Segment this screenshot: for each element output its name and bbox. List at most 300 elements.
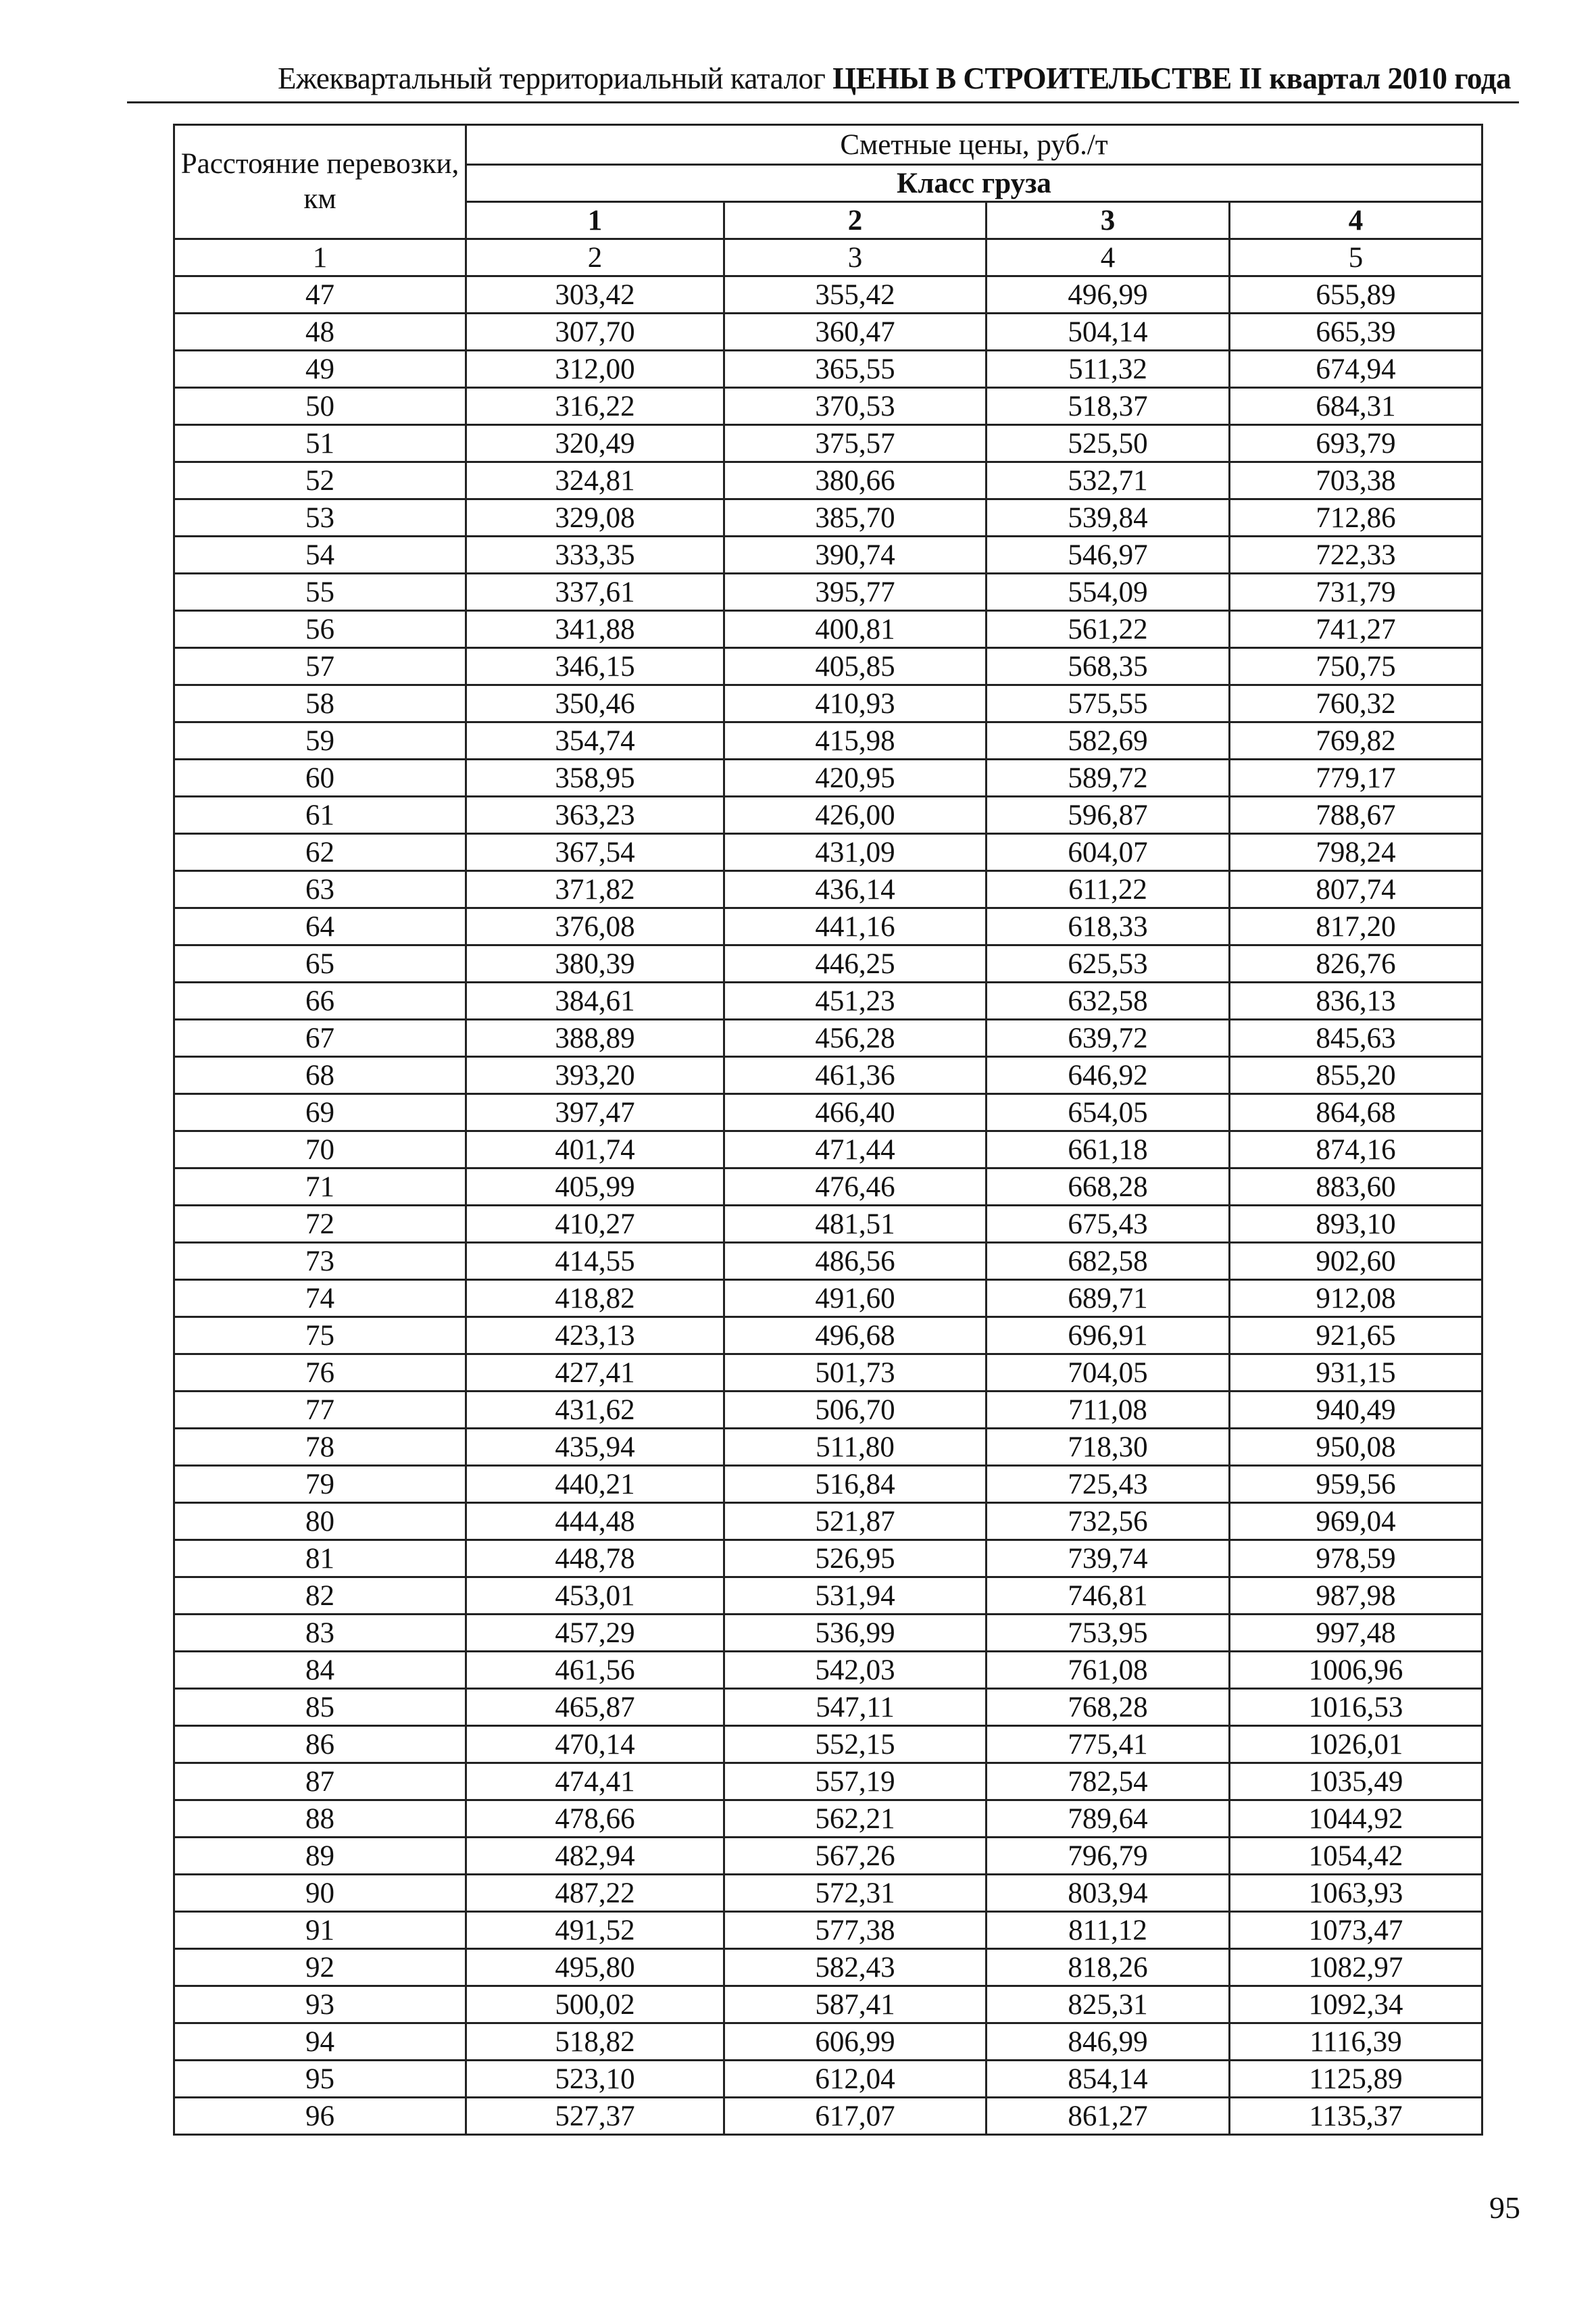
price-cell: 577,38: [724, 1912, 987, 1949]
price-cell: 465,87: [466, 1689, 724, 1726]
price-cell: 346,15: [466, 648, 724, 685]
price-cell: 491,52: [466, 1912, 724, 1949]
price-cell: 874,16: [1230, 1131, 1482, 1168]
distance-cell: 90: [174, 1875, 466, 1912]
price-cell: 506,70: [724, 1392, 987, 1429]
table-row: [174, 2061, 1482, 2098]
col-number: 4: [987, 239, 1230, 276]
price-cell: 760,32: [1230, 685, 1482, 722]
price-cell: 358,95: [466, 760, 724, 797]
price-cell: 1016,53: [1230, 1689, 1482, 1726]
price-cell: 718,30: [987, 1429, 1230, 1466]
price-cell: 370,53: [724, 388, 987, 425]
table-row: [174, 1466, 1482, 1503]
price-cell: 739,74: [987, 1540, 1230, 1577]
table-row: [174, 1838, 1482, 1875]
price-cell: 312,00: [466, 351, 724, 388]
table-row: [174, 1057, 1482, 1094]
price-cell: 476,46: [724, 1168, 987, 1206]
price-cell: 769,82: [1230, 722, 1482, 760]
distance-cell: 57: [174, 648, 466, 685]
price-cell: 504,14: [987, 314, 1230, 351]
price-cell: 456,28: [724, 1020, 987, 1057]
distance-cell: 89: [174, 1838, 466, 1875]
price-cell: 732,56: [987, 1503, 1230, 1540]
price-cell: 516,84: [724, 1466, 987, 1503]
price-cell: 453,01: [466, 1577, 724, 1615]
price-cell: 675,43: [987, 1206, 1230, 1243]
distance-cell: 94: [174, 2023, 466, 2061]
distance-cell: 73: [174, 1243, 466, 1280]
col-number: 2: [466, 239, 724, 276]
distance-cell: 64: [174, 908, 466, 945]
distance-cell: 62: [174, 834, 466, 871]
price-cell: 487,22: [466, 1875, 724, 1912]
price-cell: 818,26: [987, 1949, 1230, 1986]
price-cell: 355,42: [724, 276, 987, 314]
table-head: [174, 125, 1482, 276]
table-row: [174, 1726, 1482, 1763]
distance-cell: 91: [174, 1912, 466, 1949]
price-cell: 1006,96: [1230, 1652, 1482, 1689]
table-row: [174, 945, 1482, 983]
table-row: [174, 1168, 1482, 1206]
price-cell: 405,99: [466, 1168, 724, 1206]
price-cell: 836,13: [1230, 983, 1482, 1020]
price-cell: 539,84: [987, 499, 1230, 537]
distance-cell: 92: [174, 1949, 466, 1986]
table-row: [174, 1912, 1482, 1949]
price-cell: 789,64: [987, 1800, 1230, 1838]
price-cell: 491,60: [724, 1280, 987, 1317]
table-row: [174, 1652, 1482, 1689]
table-row: [174, 1243, 1482, 1280]
price-cell: 646,92: [987, 1057, 1230, 1094]
price-cell: 1026,01: [1230, 1726, 1482, 1763]
price-cell: 978,59: [1230, 1540, 1482, 1577]
price-cell: 393,20: [466, 1057, 724, 1094]
price-cell: 661,18: [987, 1131, 1230, 1168]
distance-cell: 75: [174, 1317, 466, 1354]
price-cell: 682,58: [987, 1243, 1230, 1280]
table-row: [174, 2023, 1482, 2061]
distance-cell: 55: [174, 574, 466, 611]
price-cell: 546,97: [987, 537, 1230, 574]
price-cell: 931,15: [1230, 1354, 1482, 1392]
price-cell: 572,31: [724, 1875, 987, 1912]
price-cell: 329,08: [466, 499, 724, 537]
distance-cell: 60: [174, 760, 466, 797]
price-cell: 448,78: [466, 1540, 724, 1577]
price-cell: 987,98: [1230, 1577, 1482, 1615]
price-cell: 753,95: [987, 1615, 1230, 1652]
price-cell: 562,21: [724, 1800, 987, 1838]
distance-cell: 48: [174, 314, 466, 351]
price-cell: 969,04: [1230, 1503, 1482, 1540]
table-row: [174, 1986, 1482, 2023]
table-row: [174, 1577, 1482, 1615]
price-cell: 725,43: [987, 1466, 1230, 1503]
price-cell: 912,08: [1230, 1280, 1482, 1317]
price-cell: 451,23: [724, 983, 987, 1020]
table-row: [174, 499, 1482, 537]
price-cell: 567,26: [724, 1838, 987, 1875]
price-cell: 527,37: [466, 2098, 724, 2135]
price-cell: 526,95: [724, 1540, 987, 1577]
price-cell: 826,76: [1230, 945, 1482, 983]
table-row: [174, 834, 1482, 871]
price-cell: 470,14: [466, 1726, 724, 1763]
price-cell: 320,49: [466, 425, 724, 462]
table-row: [174, 648, 1482, 685]
price-cell: 333,35: [466, 537, 724, 574]
distance-cell: 67: [174, 1020, 466, 1057]
price-cell: 431,62: [466, 1392, 724, 1429]
distance-cell: 70: [174, 1131, 466, 1168]
price-cell: 354,74: [466, 722, 724, 760]
price-cell: 410,93: [724, 685, 987, 722]
price-cell: 611,22: [987, 871, 1230, 908]
price-cell: 696,91: [987, 1317, 1230, 1354]
price-cell: 1082,97: [1230, 1949, 1482, 1986]
price-cell: 395,77: [724, 574, 987, 611]
price-cell: 1073,47: [1230, 1912, 1482, 1949]
table-row: [174, 537, 1482, 574]
price-cell: 746,81: [987, 1577, 1230, 1615]
price-cell: 775,41: [987, 1726, 1230, 1763]
price-cell: 478,66: [466, 1800, 724, 1838]
price-cell: 1063,93: [1230, 1875, 1482, 1912]
price-cell: 782,54: [987, 1763, 1230, 1800]
price-cell: 547,11: [724, 1689, 987, 1726]
price-cell: 482,94: [466, 1838, 724, 1875]
price-cell: 552,15: [724, 1726, 987, 1763]
table-row: [174, 388, 1482, 425]
price-cell: 367,54: [466, 834, 724, 871]
price-cell: 655,89: [1230, 276, 1482, 314]
table-row: [174, 1615, 1482, 1652]
price-cell: 606,99: [724, 2023, 987, 2061]
table-row: [174, 908, 1482, 945]
distance-cell: 61: [174, 797, 466, 834]
price-cell: 420,95: [724, 760, 987, 797]
table-row: [174, 685, 1482, 722]
price-cell: 798,24: [1230, 834, 1482, 871]
price-cell: 1054,42: [1230, 1838, 1482, 1875]
distance-cell: 77: [174, 1392, 466, 1429]
distance-cell: 56: [174, 611, 466, 648]
price-cell: 750,75: [1230, 648, 1482, 685]
price-cell: 385,70: [724, 499, 987, 537]
distance-cell: 82: [174, 1577, 466, 1615]
price-cell: 575,55: [987, 685, 1230, 722]
price-cell: 1044,92: [1230, 1800, 1482, 1838]
table-row: [174, 1800, 1482, 1838]
price-cell: 536,99: [724, 1615, 987, 1652]
price-cell: 625,53: [987, 945, 1230, 983]
price-cell: 617,07: [724, 2098, 987, 2135]
table-row: [174, 871, 1482, 908]
price-cell: 893,10: [1230, 1206, 1482, 1243]
price-cell: 511,32: [987, 351, 1230, 388]
distance-cell: 83: [174, 1615, 466, 1652]
price-cell: 427,41: [466, 1354, 724, 1392]
price-cell: 1125,89: [1230, 2061, 1482, 2098]
price-cell: 582,43: [724, 1949, 987, 1986]
price-cell: 418,82: [466, 1280, 724, 1317]
price-cell: 521,87: [724, 1503, 987, 1540]
price-cell: 518,37: [987, 388, 1230, 425]
price-cell: 997,48: [1230, 1615, 1482, 1652]
distance-cell: 81: [174, 1540, 466, 1577]
distance-cell: 84: [174, 1652, 466, 1689]
table-row: [174, 1131, 1482, 1168]
price-cell: 811,12: [987, 1912, 1230, 1949]
table-row: [174, 462, 1482, 499]
price-cell: 761,08: [987, 1652, 1230, 1689]
price-cell: 1135,37: [1230, 2098, 1482, 2135]
table-row: [174, 611, 1482, 648]
distance-cell: 78: [174, 1429, 466, 1466]
price-cell: 431,09: [724, 834, 987, 871]
price-cell: 817,20: [1230, 908, 1482, 945]
price-cell: 461,56: [466, 1652, 724, 1689]
distance-cell: 71: [174, 1168, 466, 1206]
table-row: [174, 1763, 1482, 1800]
distance-cell: 63: [174, 871, 466, 908]
table-row: [174, 722, 1482, 760]
table-row: [174, 1540, 1482, 1577]
price-cell: 568,35: [987, 648, 1230, 685]
table-row: [174, 276, 1482, 314]
price-cell: 388,89: [466, 1020, 724, 1057]
table-row: [174, 314, 1482, 351]
table-row: [174, 1392, 1482, 1429]
price-cell: 861,27: [987, 2098, 1230, 2135]
distance-cell: 88: [174, 1800, 466, 1838]
price-cell: 350,46: [466, 685, 724, 722]
col-distance-header: Расстояние перевозки, км: [174, 125, 466, 239]
price-cell: 401,74: [466, 1131, 724, 1168]
price-cell: 604,07: [987, 834, 1230, 871]
distance-cell: 69: [174, 1094, 466, 1131]
distance-cell: 58: [174, 685, 466, 722]
price-cell: 397,47: [466, 1094, 724, 1131]
table-row: [174, 797, 1482, 834]
price-cell: 532,71: [987, 462, 1230, 499]
price-cell: 481,51: [724, 1206, 987, 1243]
price-cell: 855,20: [1230, 1057, 1482, 1094]
distance-cell: 86: [174, 1726, 466, 1763]
price-cell: 722,33: [1230, 537, 1482, 574]
table-row: [174, 983, 1482, 1020]
price-cell: 825,31: [987, 1986, 1230, 2023]
price-cell: 779,17: [1230, 760, 1482, 797]
price-cell: 390,74: [724, 537, 987, 574]
price-cell: 704,05: [987, 1354, 1230, 1392]
price-cell: 380,39: [466, 945, 724, 983]
price-cell: 486,56: [724, 1243, 987, 1280]
class-label: 1: [466, 202, 724, 239]
distance-cell: 85: [174, 1689, 466, 1726]
header-title: ЦЕНЫ В СТРОИТЕЛЬСТВЕ: [832, 61, 1232, 95]
price-cell: 461,36: [724, 1057, 987, 1094]
header-text: [278, 61, 1511, 96]
price-cell: 501,73: [724, 1354, 987, 1392]
price-cell: 423,13: [466, 1317, 724, 1354]
price-cell: 768,28: [987, 1689, 1230, 1726]
freight-price-table: [173, 124, 1483, 2136]
price-cell: 410,27: [466, 1206, 724, 1243]
price-cell: 376,08: [466, 908, 724, 945]
table-body: [174, 276, 1482, 2135]
distance-cell: 80: [174, 1503, 466, 1540]
table-row: [174, 1689, 1482, 1726]
price-cell: 495,80: [466, 1949, 724, 1986]
table-row: [174, 1875, 1482, 1912]
class-label: 3: [987, 202, 1230, 239]
price-cell: 471,44: [724, 1131, 987, 1168]
price-cell: 363,23: [466, 797, 724, 834]
distance-cell: 68: [174, 1057, 466, 1094]
table-row: [174, 1503, 1482, 1540]
price-cell: 1116,39: [1230, 2023, 1482, 2061]
price-cell: 518,82: [466, 2023, 724, 2061]
price-cell: 400,81: [724, 611, 987, 648]
price-cell: 632,58: [987, 983, 1230, 1020]
price-cell: 846,99: [987, 2023, 1230, 2061]
price-cell: 436,14: [724, 871, 987, 908]
distance-cell: 72: [174, 1206, 466, 1243]
header-period: II квартал 2010 года: [1239, 61, 1511, 95]
price-cell: 360,47: [724, 314, 987, 351]
table-row: [174, 760, 1482, 797]
price-cell: 371,82: [466, 871, 724, 908]
table-row: [174, 1206, 1482, 1243]
distance-cell: 66: [174, 983, 466, 1020]
table-row: [174, 1429, 1482, 1466]
distance-cell: 93: [174, 1986, 466, 2023]
distance-cell: 59: [174, 722, 466, 760]
distance-cell: 87: [174, 1763, 466, 1800]
price-cell: 554,09: [987, 574, 1230, 611]
table-row: [174, 425, 1482, 462]
price-cell: 474,41: [466, 1763, 724, 1800]
header-catalog: Ежеквартальный территориальный каталог: [277, 61, 826, 95]
table-row: [174, 2098, 1482, 2135]
price-cell: 864,68: [1230, 1094, 1482, 1131]
distance-cell: 54: [174, 537, 466, 574]
price-cell: 854,14: [987, 2061, 1230, 2098]
price-cell: 674,94: [1230, 351, 1482, 388]
distance-cell: 74: [174, 1280, 466, 1317]
table-row: [174, 1094, 1482, 1131]
running-header: [127, 57, 1519, 103]
price-cell: 426,00: [724, 797, 987, 834]
price-cell: 582,69: [987, 722, 1230, 760]
price-cell: 542,03: [724, 1652, 987, 1689]
price-cell: 596,87: [987, 797, 1230, 834]
distance-cell: 96: [174, 2098, 466, 2135]
price-cell: 689,71: [987, 1280, 1230, 1317]
price-cell: 341,88: [466, 611, 724, 648]
price-cell: 807,74: [1230, 871, 1482, 908]
price-cell: 415,98: [724, 722, 987, 760]
table-row: [174, 351, 1482, 388]
price-cell: 921,65: [1230, 1317, 1482, 1354]
price-cell: 444,48: [466, 1503, 724, 1540]
col-class-header: Класс груза: [466, 165, 1482, 202]
price-cell: 731,79: [1230, 574, 1482, 611]
price-cell: 496,99: [987, 276, 1230, 314]
class-label: 4: [1230, 202, 1482, 239]
price-cell: 365,55: [724, 351, 987, 388]
distance-cell: 76: [174, 1354, 466, 1392]
price-cell: 803,94: [987, 1875, 1230, 1912]
price-cell: 440,21: [466, 1466, 724, 1503]
price-cell: 612,04: [724, 2061, 987, 2098]
price-cell: 1035,49: [1230, 1763, 1482, 1800]
price-cell: 589,72: [987, 760, 1230, 797]
price-cell: 316,22: [466, 388, 724, 425]
price-cell: 337,61: [466, 574, 724, 611]
price-cell: 511,80: [724, 1429, 987, 1466]
price-cell: 668,28: [987, 1168, 1230, 1206]
price-cell: 531,94: [724, 1577, 987, 1615]
distance-cell: 52: [174, 462, 466, 499]
price-cell: 684,31: [1230, 388, 1482, 425]
distance-cell: 95: [174, 2061, 466, 2098]
price-cell: 525,50: [987, 425, 1230, 462]
distance-cell: 79: [174, 1466, 466, 1503]
price-cell: 441,16: [724, 908, 987, 945]
price-cell: 466,40: [724, 1094, 987, 1131]
price-cell: 587,41: [724, 1986, 987, 2023]
price-cell: 796,79: [987, 1838, 1230, 1875]
price-cell: 845,63: [1230, 1020, 1482, 1057]
price-cell: 457,29: [466, 1615, 724, 1652]
class-label: 2: [724, 202, 987, 239]
distance-cell: 50: [174, 388, 466, 425]
col-number: 3: [724, 239, 987, 276]
price-cell: 712,86: [1230, 499, 1482, 537]
price-cell: 405,85: [724, 648, 987, 685]
price-cell: 693,79: [1230, 425, 1482, 462]
col-number: 5: [1230, 239, 1482, 276]
price-cell: 711,08: [987, 1392, 1230, 1429]
distance-cell: 47: [174, 276, 466, 314]
price-cell: 741,27: [1230, 611, 1482, 648]
price-cell: 324,81: [466, 462, 724, 499]
price-cell: 496,68: [724, 1317, 987, 1354]
price-cell: 435,94: [466, 1429, 724, 1466]
table-row: [174, 574, 1482, 611]
price-cell: 788,67: [1230, 797, 1482, 834]
price-cell: 446,25: [724, 945, 987, 983]
distance-cell: 53: [174, 499, 466, 537]
price-cell: 500,02: [466, 1986, 724, 2023]
table-row: [174, 1949, 1482, 1986]
price-cell: 380,66: [724, 462, 987, 499]
price-cell: 883,60: [1230, 1168, 1482, 1206]
price-cell: 523,10: [466, 2061, 724, 2098]
price-cell: 950,08: [1230, 1429, 1482, 1466]
price-cell: 665,39: [1230, 314, 1482, 351]
distance-cell: 65: [174, 945, 466, 983]
price-cell: 639,72: [987, 1020, 1230, 1057]
table-row: [174, 1280, 1482, 1317]
table-row: [174, 1354, 1482, 1392]
